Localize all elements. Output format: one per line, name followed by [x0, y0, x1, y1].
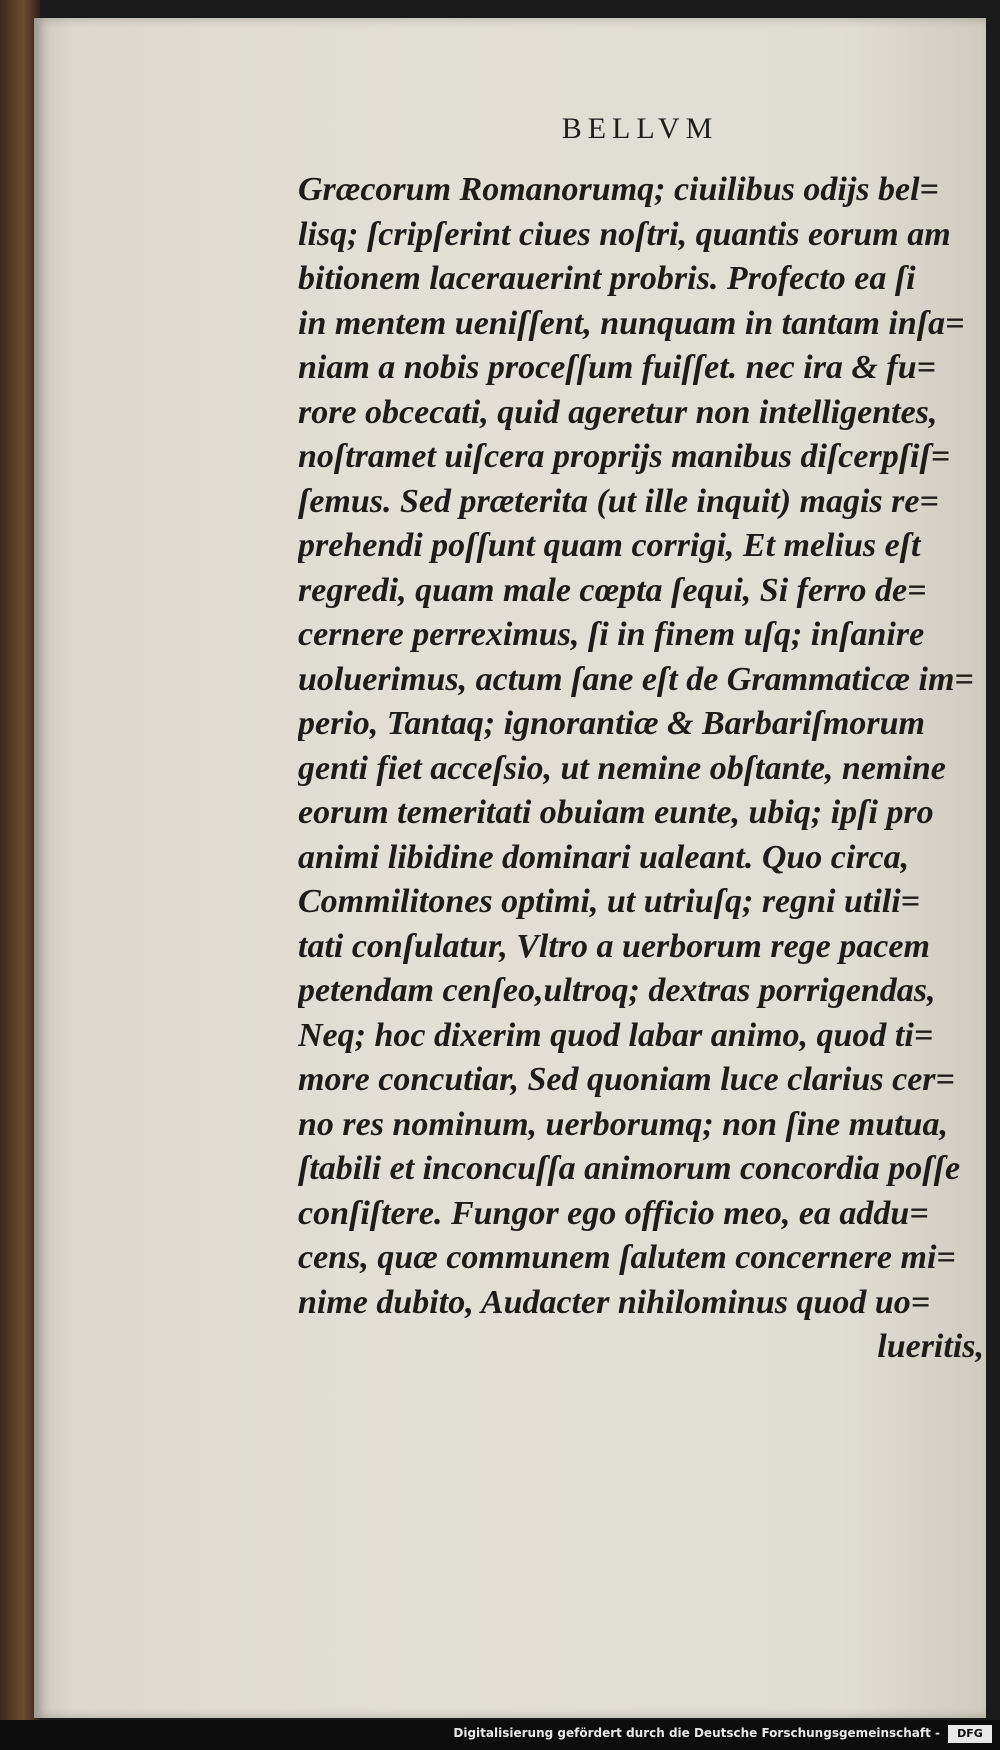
catchword: lueritis, — [877, 1328, 984, 1365]
text-line: conſiſtere. Fungor ego officio meo, ea addu= — [298, 1194, 929, 1232]
text-line: cens, quæ communem ſalutem concernere mi= — [298, 1239, 956, 1276]
text-line: eorum temeritati obuiam eunte, ubiq; ipſi pro — [298, 794, 934, 831]
text-line: Græcorum Romanorumq; ciuilibus odijs bel= — [298, 171, 939, 208]
text-line: rore obcecati, quid ageretur non intelligentes, — [298, 393, 938, 431]
text-line: regredi, quam male cœpta ſequi, Si ferro de= — [298, 571, 927, 609]
text-line: niam a nobis proceſſum fuiſſet. nec ira & fu= — [298, 349, 936, 386]
text-line: prehendi poſſunt quam corrigi, Et melius eſt — [298, 527, 921, 564]
text-line: Commilitones optimi, ut utriuſq; regni utili= — [298, 883, 921, 920]
running-head: BELLVM — [561, 112, 719, 145]
text-line: Neq; hoc dixerim quod labar animo, quod ti= — [298, 1016, 934, 1054]
text-line: animi libidine dominari ualeant. Quo circa, — [298, 838, 910, 876]
text-line: noſtramet uiſcera proprijs manibus diſcerpſiſ= — [298, 438, 951, 475]
digitization-credit: Digitalisierung gefördert durch die Deutsche Forschungsgemeinschaft - — [453, 1726, 940, 1740]
text-line: lisq; ſcripſerint ciues noſtri, quantis eorum am — [298, 215, 951, 253]
text-line: genti fiet acceſsio, ut nemine obſtante, nemine — [298, 749, 946, 787]
text-line: bitionem lacerauerint probris. Profecto ea ſi — [298, 260, 916, 297]
page-text-block — [298, 168, 988, 1370]
text-line: ſtabili et inconcuſſa animorum concordia poſſe — [298, 1150, 961, 1187]
text-line: petendam cenſeo,ultroq; dextras porrigendas, — [298, 972, 936, 1009]
footer-bar — [0, 1720, 1000, 1750]
dfg-logo: DFG — [948, 1725, 992, 1743]
text-line: ſemus. Sed præterita (ut ille inquit) magis re= — [298, 482, 939, 520]
text-line: perio, Tantaq; ignorantiæ & Barbariſmorum — [298, 705, 925, 742]
text-line: more concutiar, Sed quoniam luce clarius cer= — [298, 1061, 955, 1098]
text-line: nime dubito, Audacter nihilominus quod uo= — [298, 1283, 931, 1321]
text-line: tati conſulatur, Vltro a uerborum rege pacem — [298, 927, 930, 965]
text-line: uoluerimus, actum ſane eſt de Grammaticæ im= — [298, 660, 974, 698]
text-line: no res nominum, uerborumq; non ſine mutua, — [298, 1105, 948, 1143]
text-line: in mentem ueniſſent, nunquam in tantam inſa= — [298, 304, 965, 342]
text-line: cernere perreximus, ſi in finem uſq; inſanire — [298, 616, 925, 653]
